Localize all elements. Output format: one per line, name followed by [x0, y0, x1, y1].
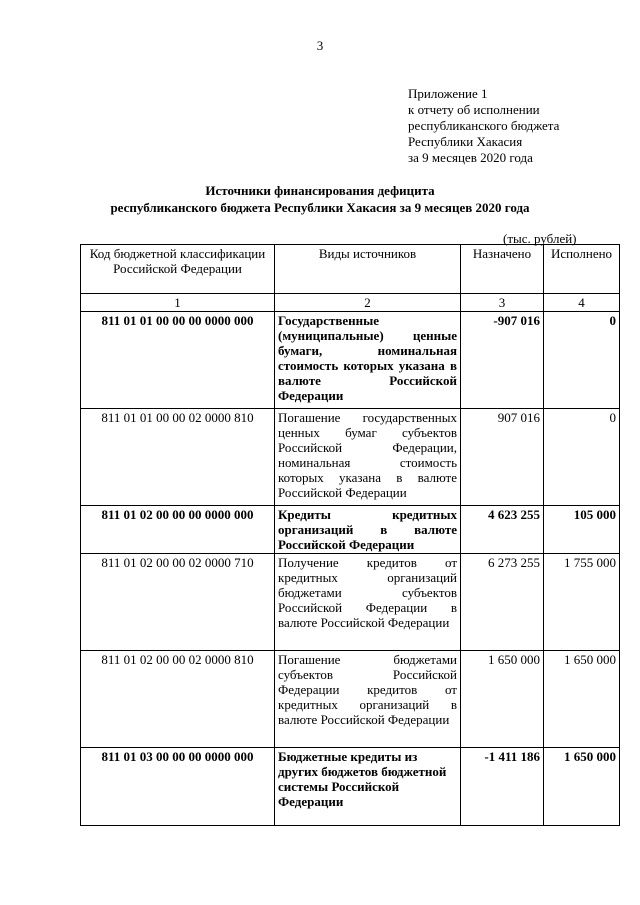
page-number: 3: [316, 38, 324, 53]
row-code: 811 01 03 00 00 00 0000 000: [81, 748, 275, 826]
document-title: [0, 182, 640, 216]
table-row: [81, 506, 620, 554]
header-assigned: Назначено: [461, 245, 544, 294]
appendix-line: за 9 месяцев 2020 года: [408, 150, 533, 165]
column-number: 2: [275, 294, 461, 312]
row-assigned: 4 623 255: [461, 506, 544, 554]
row-executed: 1 755 000: [544, 554, 620, 651]
row-executed: 0: [544, 409, 620, 506]
row-kind: Получение кредитов от кредитных организаций бюджетами субъектов Российской Федерации в валюте Российской Федерации: [275, 554, 461, 651]
row-assigned: 1 650 000: [461, 651, 544, 748]
appendix-line: Республики Хакасия: [408, 134, 523, 149]
table-row: [81, 748, 620, 826]
row-executed: 105 000: [544, 506, 620, 554]
header-executed: Исполнено: [544, 245, 620, 294]
row-kind: Государственные (муниципальные) ценные бумаги, номинальная стоимость которых указана в валюте Российской Федерации: [275, 312, 461, 409]
header-code: Код бюджетной классификации Российской Федерации: [81, 245, 275, 294]
table-row: [81, 409, 620, 506]
column-number: 3: [461, 294, 544, 312]
row-code: 811 01 01 00 00 02 0000 810: [81, 409, 275, 506]
row-executed: 0: [544, 312, 620, 409]
row-code: 811 01 02 00 00 02 0000 810: [81, 651, 275, 748]
table-row: [81, 554, 620, 651]
row-code: 811 01 01 00 00 00 0000 000: [81, 312, 275, 409]
row-kind: Погашение государственных ценных бумаг субъектов Российской Федерации, номинальная стоимость которых указана в валюте Российской Федерации: [275, 409, 461, 506]
table-header-row: [81, 245, 620, 294]
column-number-row: [81, 294, 620, 312]
header-kind: Виды источников: [275, 245, 461, 294]
column-number: 4: [544, 294, 620, 312]
row-assigned: 907 016: [461, 409, 544, 506]
units-label: (тыс. рублей): [503, 231, 577, 246]
row-executed: 1 650 000: [544, 651, 620, 748]
appendix-line: Приложение 1: [408, 86, 488, 101]
appendix-line: к отчету об исполнении: [408, 102, 540, 117]
row-kind: Погашение бюджетами субъектов Российской Федерации кредитов от кредитных организаций в валюте Российской Федерации: [275, 651, 461, 748]
table-row: [81, 651, 620, 748]
row-kind: Кредиты кредитных организаций в валюте Российской Федерации: [275, 506, 461, 554]
row-code: 811 01 02 00 00 02 0000 710: [81, 554, 275, 651]
financing-sources-table: [80, 244, 620, 826]
row-code: 811 01 02 00 00 00 0000 000: [81, 506, 275, 554]
row-kind: Бюджетные кредиты из других бюджетов бюджетной системы Российской Федерации: [275, 748, 461, 826]
title-line-1: Источники финансирования дефицита: [205, 183, 435, 198]
row-assigned: 6 273 255: [461, 554, 544, 651]
row-assigned: -1 411 186: [461, 748, 544, 826]
title-line-2: республиканского бюджета Республики Хакасия за 9 месяцев 2020 года: [110, 200, 530, 215]
row-assigned: -907 016: [461, 312, 544, 409]
appendix-line: республиканского бюджета: [408, 118, 560, 133]
column-number: 1: [81, 294, 275, 312]
table-row: [81, 312, 620, 409]
row-executed: 1 650 000: [544, 748, 620, 826]
appendix-note: [408, 86, 559, 166]
